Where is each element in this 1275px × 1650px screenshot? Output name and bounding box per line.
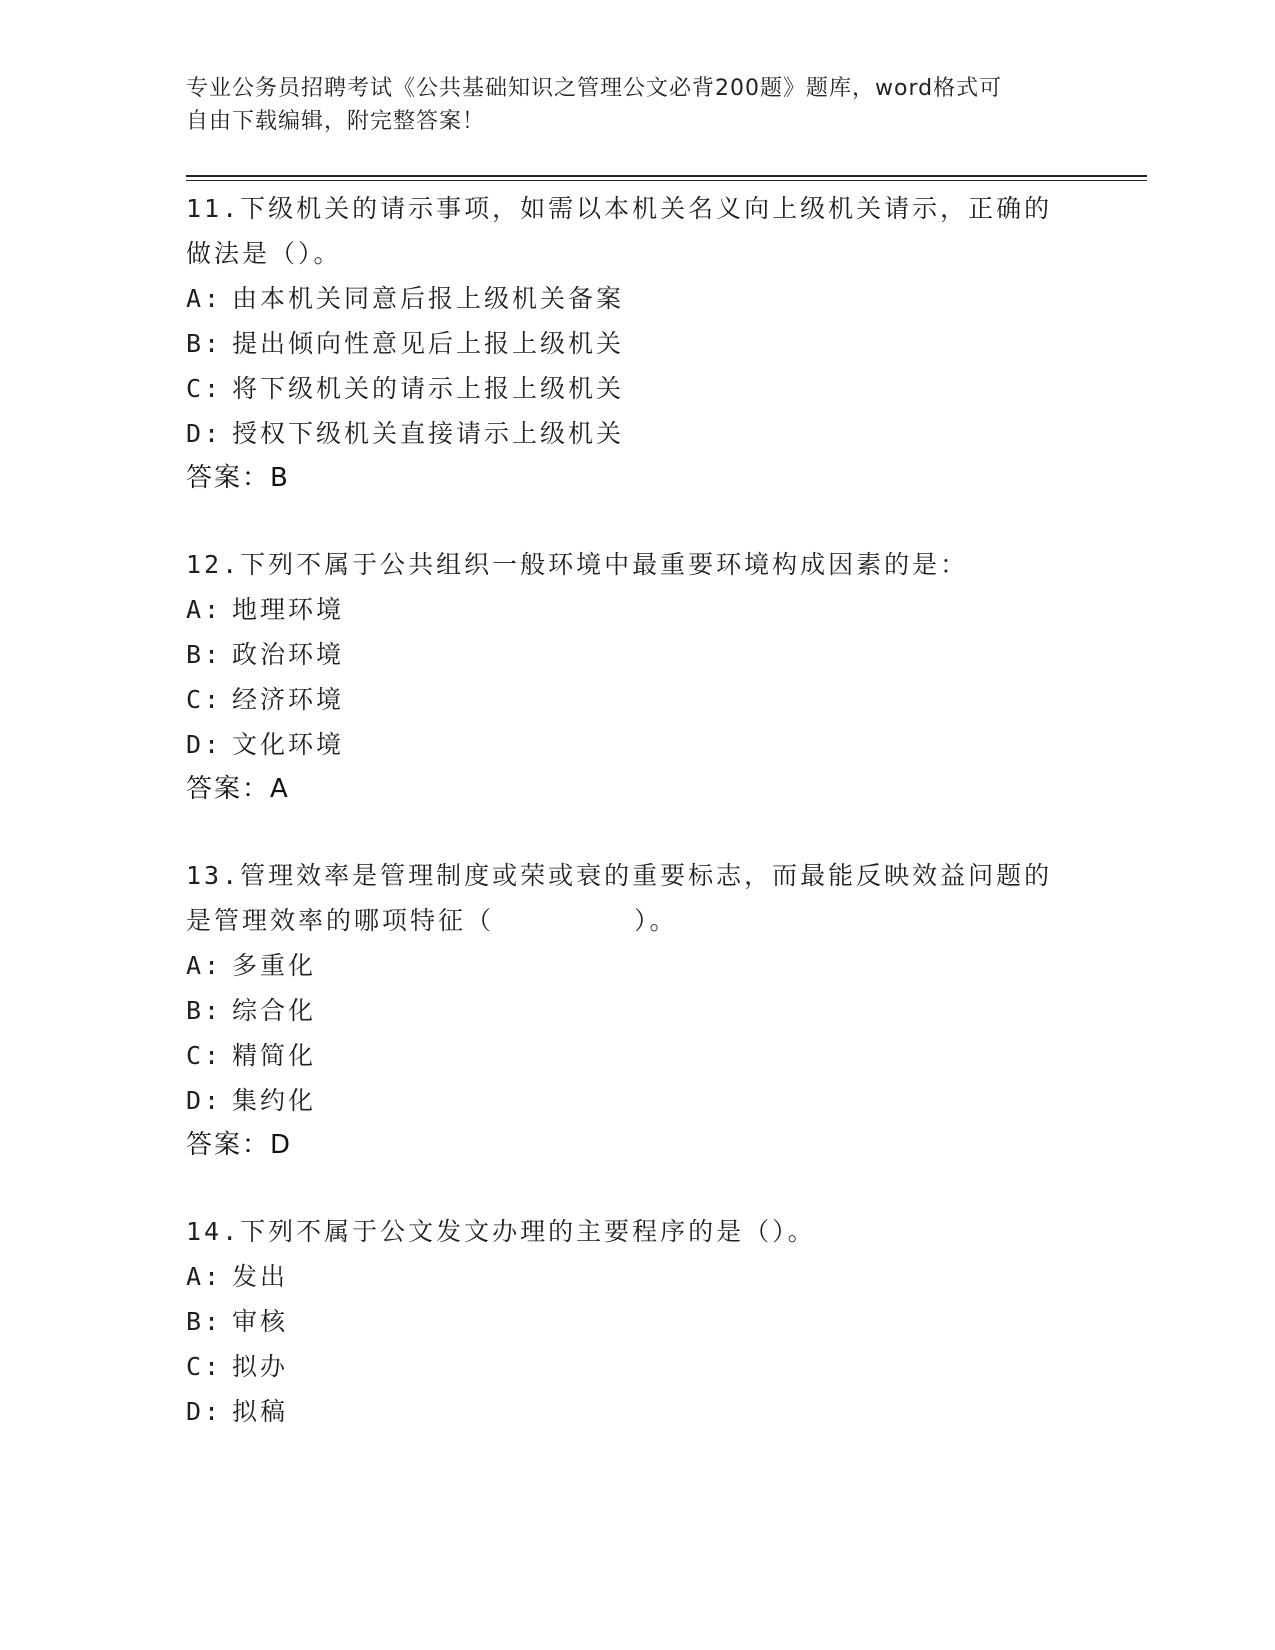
option-key: A: xyxy=(186,595,223,624)
option-key: D: xyxy=(186,1397,223,1426)
option-a xyxy=(186,1254,1086,1299)
question-stem: 11.下级机关的请示事项，如需以本机关名义向上级机关请示，正确的做法是（）。 xyxy=(186,194,1053,268)
option-d xyxy=(186,722,1086,767)
question-14 xyxy=(186,1209,1086,1434)
option-key: B: xyxy=(186,329,223,358)
option-b xyxy=(186,632,1086,677)
option-key: C: xyxy=(186,374,223,403)
option-key: A: xyxy=(186,1262,223,1291)
option-text: 精简化 xyxy=(232,1041,317,1070)
option-text: 综合化 xyxy=(232,996,317,1025)
option-b xyxy=(186,988,1086,1033)
option-text: 发出 xyxy=(232,1262,289,1291)
option-text: 将下级机关的请示上报上级机关 xyxy=(232,374,625,403)
option-a xyxy=(186,276,1086,321)
answer-line: 答案：B xyxy=(186,463,290,493)
document-header xyxy=(186,72,1066,138)
option-text: 拟稿 xyxy=(232,1397,289,1426)
question-list xyxy=(186,186,1086,1476)
option-text: 拟办 xyxy=(232,1352,289,1381)
option-d xyxy=(186,411,1086,456)
option-text: 集约化 xyxy=(232,1086,317,1115)
option-key: B: xyxy=(186,996,223,1025)
option-key: D: xyxy=(186,419,223,448)
question-13 xyxy=(186,853,1086,1167)
answer-line: 答案：D xyxy=(186,1130,293,1160)
option-b xyxy=(186,321,1086,366)
option-a xyxy=(186,587,1086,632)
answer-line: 答案：A xyxy=(186,774,290,804)
option-c xyxy=(186,677,1086,722)
option-key: C: xyxy=(186,1041,223,1070)
question-12 xyxy=(186,542,1086,811)
header-title-line-2: 自由下载编辑，附完整答案！ xyxy=(186,109,486,134)
question-stem: 13.管理效率是管理制度或荣或衰的重要标志，而最能反映效益问题的是管理效率的哪项特征（ ）。 xyxy=(186,861,1053,935)
option-d xyxy=(186,1389,1086,1434)
question-stem: 14.下列不属于公文发文办理的主要程序的是（）。 xyxy=(186,1217,816,1246)
option-a xyxy=(186,943,1086,988)
option-key: D: xyxy=(186,1086,223,1115)
question-stem: 12.下列不属于公共组织一般环境中最重要环境构成因素的是： xyxy=(186,550,969,579)
option-c xyxy=(186,366,1086,411)
option-key: D: xyxy=(186,730,223,759)
option-text: 提出倾向性意见后上报上级机关 xyxy=(232,329,625,358)
option-c xyxy=(186,1344,1086,1389)
option-key: C: xyxy=(186,1352,223,1381)
option-text: 授权下级机关直接请示上级机关 xyxy=(232,419,625,448)
option-c xyxy=(186,1033,1086,1078)
option-text: 多重化 xyxy=(232,951,317,980)
option-text: 政治环境 xyxy=(232,640,345,669)
option-key: B: xyxy=(186,1307,223,1336)
question-11 xyxy=(186,186,1086,500)
option-text: 审核 xyxy=(232,1307,289,1336)
option-text: 由本机关同意后报上级机关备案 xyxy=(232,284,625,313)
option-text: 文化环境 xyxy=(232,730,345,759)
option-text: 地理环境 xyxy=(232,595,345,624)
header-divider xyxy=(186,175,1147,181)
option-key: B: xyxy=(186,640,223,669)
option-text: 经济环境 xyxy=(232,685,345,714)
option-key: C: xyxy=(186,685,223,714)
option-b xyxy=(186,1299,1086,1344)
option-d xyxy=(186,1078,1086,1123)
option-key: A: xyxy=(186,951,223,980)
header-title-line-1: 专业公务员招聘考试《公共基础知识之管理公文必背200题》题库，word格式可 xyxy=(186,76,1003,101)
option-key: A: xyxy=(186,284,223,313)
